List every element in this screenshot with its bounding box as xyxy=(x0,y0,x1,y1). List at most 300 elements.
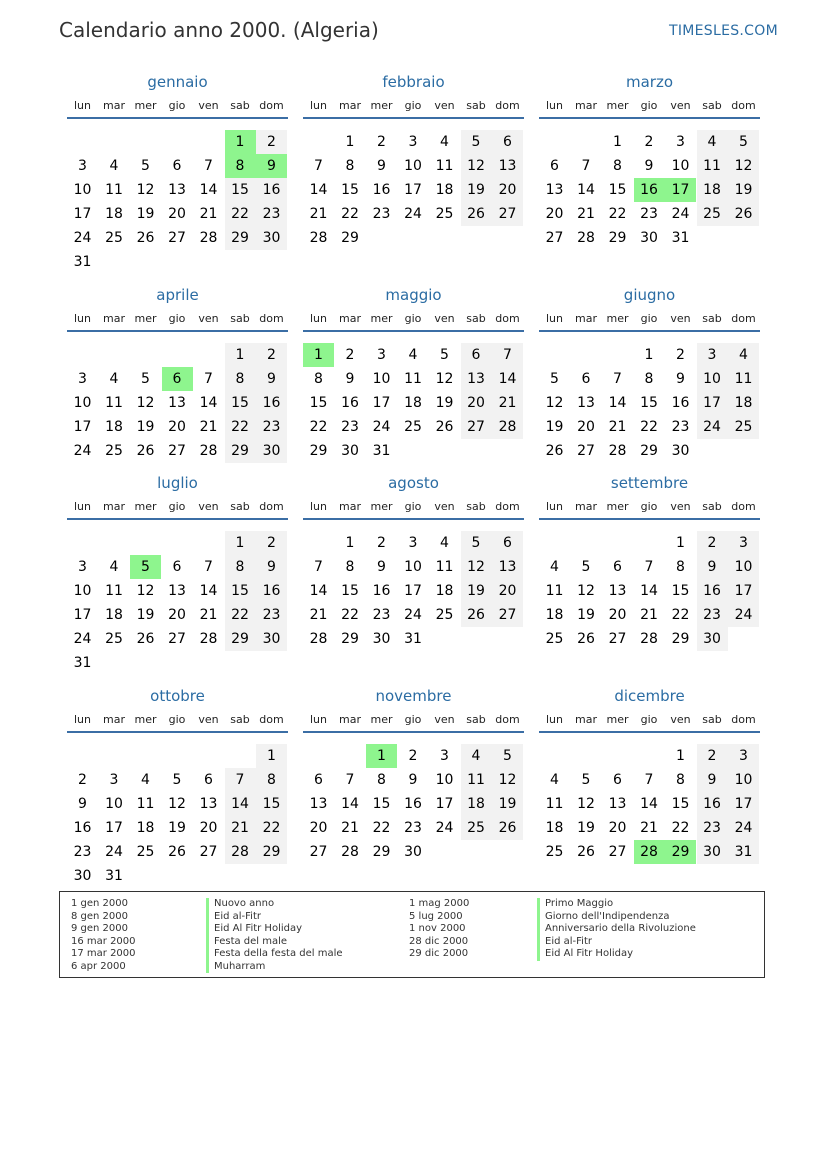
legend-date: 1 mag 2000 xyxy=(409,898,470,909)
legend-date: 5 lug 2000 xyxy=(409,910,463,922)
day-cell: 24 xyxy=(73,230,92,246)
day-cell: 11 xyxy=(697,154,728,178)
day-cell: 5 xyxy=(492,744,523,768)
day-cell: 28 xyxy=(341,844,359,860)
weekday-label: mar xyxy=(103,99,125,112)
day-cell: 5 xyxy=(581,559,591,575)
day-cell: 22 xyxy=(256,816,287,840)
day-cell: 21 xyxy=(577,206,595,222)
day-cell: 30 xyxy=(697,627,728,651)
day-cell: 18 xyxy=(697,178,728,202)
weekday-label: mar xyxy=(103,312,125,325)
weekday-label: lun xyxy=(310,500,327,513)
day-cell: 2 xyxy=(676,347,685,363)
day-cell: 1 xyxy=(225,343,256,367)
day-cell: 10 xyxy=(73,395,92,411)
day-cell: 18 xyxy=(435,182,454,198)
day-cell: 18 xyxy=(461,792,492,816)
day-cell: 13 xyxy=(309,796,328,812)
header-divider xyxy=(303,117,524,119)
weekday-label: sab xyxy=(466,312,486,325)
day-cell: 3 xyxy=(78,559,87,575)
day-cell: 17 xyxy=(404,182,422,198)
day-cell: 3 xyxy=(377,347,386,363)
weekday-label: mer xyxy=(606,713,629,726)
day-cell: 23 xyxy=(640,206,658,222)
day-cell: 2 xyxy=(408,748,418,764)
day-cell: 12 xyxy=(435,371,454,387)
day-cell: 21 xyxy=(640,820,658,836)
day-cell: 10 xyxy=(73,583,92,599)
day-cell: 4 xyxy=(697,130,728,154)
day-cell: 17 xyxy=(73,419,92,435)
day-cell: 6 xyxy=(461,343,492,367)
day-cell: 15 xyxy=(256,792,287,816)
day-cell: 18 xyxy=(728,391,759,415)
day-cell: 11 xyxy=(545,583,564,599)
day-cell: 18 xyxy=(404,395,422,411)
day-cell: 4 xyxy=(550,772,559,788)
weekday-label: lun xyxy=(74,312,91,325)
weekday-label: sab xyxy=(702,500,722,513)
day-cell: 18 xyxy=(136,820,155,836)
day-cell: 13 xyxy=(492,555,523,579)
day-cell: 12 xyxy=(136,583,155,599)
day-cell: 5 xyxy=(461,130,492,154)
day-cell: 7 xyxy=(345,772,355,788)
day-cell: 7 xyxy=(492,343,523,367)
weekday-label: dom xyxy=(731,312,756,325)
weekday-label: ven xyxy=(198,312,219,325)
day-cell: 15 xyxy=(608,182,627,198)
day-cell: 5 xyxy=(141,371,150,387)
day-cell: 31 xyxy=(728,840,759,864)
day-cell: 13 xyxy=(492,154,523,178)
day-cell: 25 xyxy=(461,816,492,840)
weekday-label: mer xyxy=(370,500,393,513)
weekday-label: lun xyxy=(74,713,91,726)
day-cell: 14 xyxy=(225,792,256,816)
weekday-label: dom xyxy=(495,312,520,325)
holiday-day-cell: 16 xyxy=(634,178,665,202)
day-cell: 6 xyxy=(492,531,523,555)
legend-holiday-name: Eid al-Fitr xyxy=(206,911,261,924)
day-cell: 2 xyxy=(345,347,355,363)
day-cell: 30 xyxy=(404,844,422,860)
day-cell: 10 xyxy=(435,772,454,788)
day-cell: 26 xyxy=(545,443,564,459)
weekday-label: gio xyxy=(168,99,186,112)
day-cell: 8 xyxy=(225,555,256,579)
day-cell: 5 xyxy=(172,772,182,788)
weekday-label: mer xyxy=(134,312,157,325)
weekday-label: mer xyxy=(370,99,393,112)
day-cell: 3 xyxy=(697,343,728,367)
day-cell: 20 xyxy=(608,820,627,836)
day-cell: 31 xyxy=(404,631,422,647)
weekday-label: sab xyxy=(702,312,722,325)
day-cell: 7 xyxy=(613,371,622,387)
day-cell: 26 xyxy=(168,844,186,860)
weekday-label: gio xyxy=(404,500,422,513)
holiday-day-cell: 17 xyxy=(665,178,696,202)
day-cell: 21 xyxy=(199,206,218,222)
day-cell: 15 xyxy=(341,182,359,198)
day-cell: 8 xyxy=(644,371,654,387)
day-cell: 25 xyxy=(545,844,564,860)
day-cell: 2 xyxy=(377,134,386,150)
day-cell: 26 xyxy=(435,419,454,435)
day-cell: 17 xyxy=(372,395,391,411)
day-cell: 28 xyxy=(309,631,328,647)
day-cell: 11 xyxy=(545,796,564,812)
day-cell: 8 xyxy=(345,559,355,575)
day-cell: 10 xyxy=(697,367,728,391)
day-cell: 13 xyxy=(545,182,564,198)
month-name: dicembre xyxy=(614,687,685,705)
legend-date: 6 apr 2000 xyxy=(71,960,126,972)
weekday-label: mar xyxy=(103,500,125,513)
day-cell: 23 xyxy=(372,206,391,222)
day-cell: 17 xyxy=(697,391,728,415)
day-cell: 23 xyxy=(372,607,391,623)
legend-date: 28 dic 2000 xyxy=(409,935,469,947)
weekday-label: gio xyxy=(404,99,422,112)
day-cell: 14 xyxy=(640,796,658,812)
day-cell: 15 xyxy=(309,395,328,411)
day-cell: 22 xyxy=(341,607,359,623)
day-cell: 15 xyxy=(372,796,391,812)
day-cell: 17 xyxy=(73,206,92,222)
day-cell: 3 xyxy=(78,371,87,387)
day-cell: 30 xyxy=(671,443,690,459)
day-cell: 14 xyxy=(199,182,218,198)
day-cell: 29 xyxy=(309,443,328,459)
day-cell: 24 xyxy=(404,206,422,222)
day-cell: 1 xyxy=(676,535,685,551)
weekday-label: mer xyxy=(370,713,393,726)
weekday-label: sab xyxy=(230,312,250,325)
weekday-label: sab xyxy=(466,713,486,726)
day-cell: 7 xyxy=(204,158,213,174)
weekday-label: lun xyxy=(546,312,563,325)
day-cell: 29 xyxy=(608,230,627,246)
month-name: luglio xyxy=(157,474,198,492)
day-cell: 1 xyxy=(345,134,355,150)
day-cell: 11 xyxy=(435,158,454,174)
weekday-label: lun xyxy=(74,99,91,112)
day-cell: 22 xyxy=(608,206,627,222)
day-cell: 25 xyxy=(435,206,454,222)
day-cell: 1 xyxy=(613,134,622,150)
day-cell: 6 xyxy=(581,371,591,387)
holiday-legend xyxy=(59,891,765,978)
day-cell: 11 xyxy=(404,371,422,387)
day-cell: 15 xyxy=(225,178,256,202)
weekday-header xyxy=(67,713,288,727)
day-cell: 12 xyxy=(577,796,595,812)
day-cell: 18 xyxy=(105,607,123,623)
day-cell: 23 xyxy=(341,419,359,435)
day-cell: 9 xyxy=(644,158,654,174)
day-cell: 26 xyxy=(136,631,155,647)
month-name: aprile xyxy=(156,286,199,304)
weekday-label: lun xyxy=(74,500,91,513)
legend-date: 16 mar 2000 xyxy=(71,935,136,947)
weekday-label: lun xyxy=(546,500,563,513)
day-cell: 15 xyxy=(640,395,658,411)
day-cell: 13 xyxy=(608,796,627,812)
day-cell: 5 xyxy=(461,531,492,555)
day-cell: 19 xyxy=(136,607,155,623)
day-cell: 23 xyxy=(73,844,92,860)
day-cell: 24 xyxy=(73,443,92,459)
weekday-label: gio xyxy=(640,99,658,112)
day-cell: 2 xyxy=(256,343,287,367)
day-cell: 22 xyxy=(225,415,256,439)
weekday-label: dom xyxy=(495,99,520,112)
legend-date: 29 dic 2000 xyxy=(409,948,469,959)
day-cell: 19 xyxy=(728,178,759,202)
day-cell: 30 xyxy=(256,439,287,463)
day-cell: 20 xyxy=(545,206,564,222)
day-cell: 21 xyxy=(341,820,359,836)
day-cell: 19 xyxy=(136,206,155,222)
day-cell: 1 xyxy=(225,531,256,555)
day-cell: 3 xyxy=(408,134,418,150)
day-cell: 9 xyxy=(377,559,386,575)
day-cell: 19 xyxy=(435,395,454,411)
day-cell: 2 xyxy=(256,531,287,555)
day-cell: 9 xyxy=(78,796,87,812)
header-divider xyxy=(539,117,760,119)
legend-holiday-name: Eid al-Fitr xyxy=(537,936,592,949)
day-cell: 30 xyxy=(256,627,287,651)
day-cell: 11 xyxy=(105,395,123,411)
day-cell: 22 xyxy=(309,419,328,435)
legend-holiday-name: Festa del male xyxy=(206,936,287,949)
day-cell: 22 xyxy=(225,202,256,226)
day-cell: 6 xyxy=(550,158,559,174)
day-cell: 12 xyxy=(168,796,186,812)
day-cell: 18 xyxy=(435,583,454,599)
day-cell: 17 xyxy=(728,579,759,603)
day-cell: 12 xyxy=(461,154,492,178)
day-cell: 13 xyxy=(461,367,492,391)
day-cell: 10 xyxy=(728,768,759,792)
weekday-label: mar xyxy=(575,312,597,325)
day-cell: 21 xyxy=(608,419,627,435)
brand-link[interactable]: TIMESLES.COM xyxy=(669,23,778,39)
day-cell: 16 xyxy=(256,391,287,415)
weekday-label: mer xyxy=(370,312,393,325)
header-divider xyxy=(539,330,760,332)
day-cell: 15 xyxy=(671,583,690,599)
day-cell: 21 xyxy=(225,816,256,840)
day-cell: 12 xyxy=(577,583,595,599)
day-cell: 6 xyxy=(172,158,182,174)
weekday-label: dom xyxy=(259,500,284,513)
day-cell: 21 xyxy=(492,391,523,415)
day-cell: 8 xyxy=(314,371,323,387)
weekday-label: sab xyxy=(230,500,250,513)
day-cell: 12 xyxy=(545,395,564,411)
day-cell: 22 xyxy=(225,603,256,627)
day-cell: 5 xyxy=(728,130,759,154)
day-cell: 14 xyxy=(309,182,328,198)
day-cell: 11 xyxy=(105,182,123,198)
day-cell: 17 xyxy=(435,796,454,812)
day-cell: 6 xyxy=(172,559,182,575)
day-cell: 26 xyxy=(492,816,523,840)
day-cell: 27 xyxy=(608,844,627,860)
header-divider xyxy=(539,731,760,733)
day-cell: 16 xyxy=(697,792,728,816)
weekday-label: ven xyxy=(434,500,455,513)
weekday-label: sab xyxy=(230,713,250,726)
day-cell: 7 xyxy=(644,772,654,788)
day-cell: 19 xyxy=(492,792,523,816)
day-cell: 24 xyxy=(404,607,422,623)
day-cell: 31 xyxy=(671,230,690,246)
day-cell: 27 xyxy=(461,415,492,439)
day-cell: 14 xyxy=(577,182,595,198)
day-cell: 12 xyxy=(136,395,155,411)
day-cell: 3 xyxy=(408,535,418,551)
weekday-label: mar xyxy=(575,713,597,726)
day-cell: 25 xyxy=(105,230,123,246)
day-cell: 23 xyxy=(671,419,690,435)
holiday-day-cell: 5 xyxy=(130,555,161,579)
weekday-label: mar xyxy=(339,312,361,325)
day-cell: 8 xyxy=(377,772,386,788)
day-cell: 19 xyxy=(545,419,564,435)
day-cell: 4 xyxy=(461,744,492,768)
day-cell: 19 xyxy=(577,607,595,623)
day-cell: 29 xyxy=(225,226,256,250)
day-cell: 24 xyxy=(105,844,123,860)
weekday-header xyxy=(303,312,524,326)
day-cell: 1 xyxy=(256,744,287,768)
day-cell: 13 xyxy=(168,182,186,198)
header-divider xyxy=(303,518,524,520)
day-cell: 16 xyxy=(256,178,287,202)
day-cell: 29 xyxy=(225,439,256,463)
day-cell: 16 xyxy=(73,820,92,836)
weekday-label: sab xyxy=(230,99,250,112)
day-cell: 30 xyxy=(697,840,728,864)
day-cell: 7 xyxy=(204,371,213,387)
day-cell: 19 xyxy=(461,579,492,603)
day-cell: 20 xyxy=(309,820,328,836)
day-cell: 24 xyxy=(697,415,728,439)
day-cell: 29 xyxy=(372,844,391,860)
day-cell: 31 xyxy=(73,254,92,270)
day-cell: 20 xyxy=(577,419,595,435)
day-cell: 14 xyxy=(492,367,523,391)
day-cell: 5 xyxy=(550,371,559,387)
weekday-label: dom xyxy=(495,500,520,513)
day-cell: 2 xyxy=(644,134,654,150)
day-cell: 16 xyxy=(372,182,391,198)
day-cell: 9 xyxy=(676,371,685,387)
day-cell: 3 xyxy=(728,531,759,555)
day-cell: 11 xyxy=(461,768,492,792)
month-name: novembre xyxy=(375,687,452,705)
day-cell: 27 xyxy=(168,443,186,459)
weekday-label: mer xyxy=(134,500,157,513)
day-cell: 20 xyxy=(492,178,523,202)
day-cell: 25 xyxy=(105,443,123,459)
day-cell: 25 xyxy=(404,419,422,435)
holiday-day-cell: 1 xyxy=(303,343,334,367)
legend-holiday-name: Eid Al Fitr Holiday xyxy=(537,948,633,961)
day-cell: 4 xyxy=(141,772,150,788)
day-cell: 24 xyxy=(435,820,454,836)
day-cell: 6 xyxy=(314,772,323,788)
legend-date: 9 gen 2000 xyxy=(71,923,129,934)
day-cell: 30 xyxy=(256,226,287,250)
day-cell: 6 xyxy=(613,559,622,575)
day-cell: 16 xyxy=(404,796,422,812)
day-cell: 25 xyxy=(728,415,759,439)
day-cell: 10 xyxy=(372,371,391,387)
holiday-day-cell: 1 xyxy=(366,744,397,768)
day-cell: 4 xyxy=(109,158,119,174)
day-cell: 6 xyxy=(492,130,523,154)
day-cell: 17 xyxy=(728,792,759,816)
legend-holiday-name: Primo Maggio xyxy=(537,898,613,911)
day-cell: 23 xyxy=(256,202,287,226)
weekday-label: lun xyxy=(546,99,563,112)
day-cell: 30 xyxy=(341,443,359,459)
day-cell: 5 xyxy=(141,158,150,174)
day-cell: 4 xyxy=(440,134,449,150)
day-cell: 9 xyxy=(697,555,728,579)
weekday-label: gio xyxy=(640,312,658,325)
day-cell: 28 xyxy=(492,415,523,439)
day-cell: 7 xyxy=(581,158,591,174)
day-cell: 20 xyxy=(492,579,523,603)
weekday-header xyxy=(539,99,760,113)
day-cell: 10 xyxy=(671,158,690,174)
weekday-label: mer xyxy=(606,99,629,112)
day-cell: 15 xyxy=(341,583,359,599)
month-name: maggio xyxy=(385,286,442,304)
weekday-label: sab xyxy=(466,99,486,112)
day-cell: 16 xyxy=(256,579,287,603)
weekday-label: mar xyxy=(339,99,361,112)
day-cell: 14 xyxy=(341,796,359,812)
day-cell: 25 xyxy=(105,631,123,647)
day-cell: 14 xyxy=(640,583,658,599)
weekday-header xyxy=(539,500,760,514)
day-cell: 9 xyxy=(345,371,355,387)
day-cell: 27 xyxy=(309,844,328,860)
day-cell: 27 xyxy=(168,230,186,246)
day-cell: 26 xyxy=(461,603,492,627)
day-cell: 7 xyxy=(314,559,323,575)
day-cell: 23 xyxy=(256,603,287,627)
weekday-label: gio xyxy=(168,312,186,325)
day-cell: 25 xyxy=(697,202,728,226)
weekday-label: mar xyxy=(339,713,361,726)
day-cell: 12 xyxy=(136,182,155,198)
weekday-label: ven xyxy=(434,99,455,112)
weekday-label: ven xyxy=(670,713,691,726)
day-cell: 27 xyxy=(199,844,218,860)
header-divider xyxy=(539,518,760,520)
